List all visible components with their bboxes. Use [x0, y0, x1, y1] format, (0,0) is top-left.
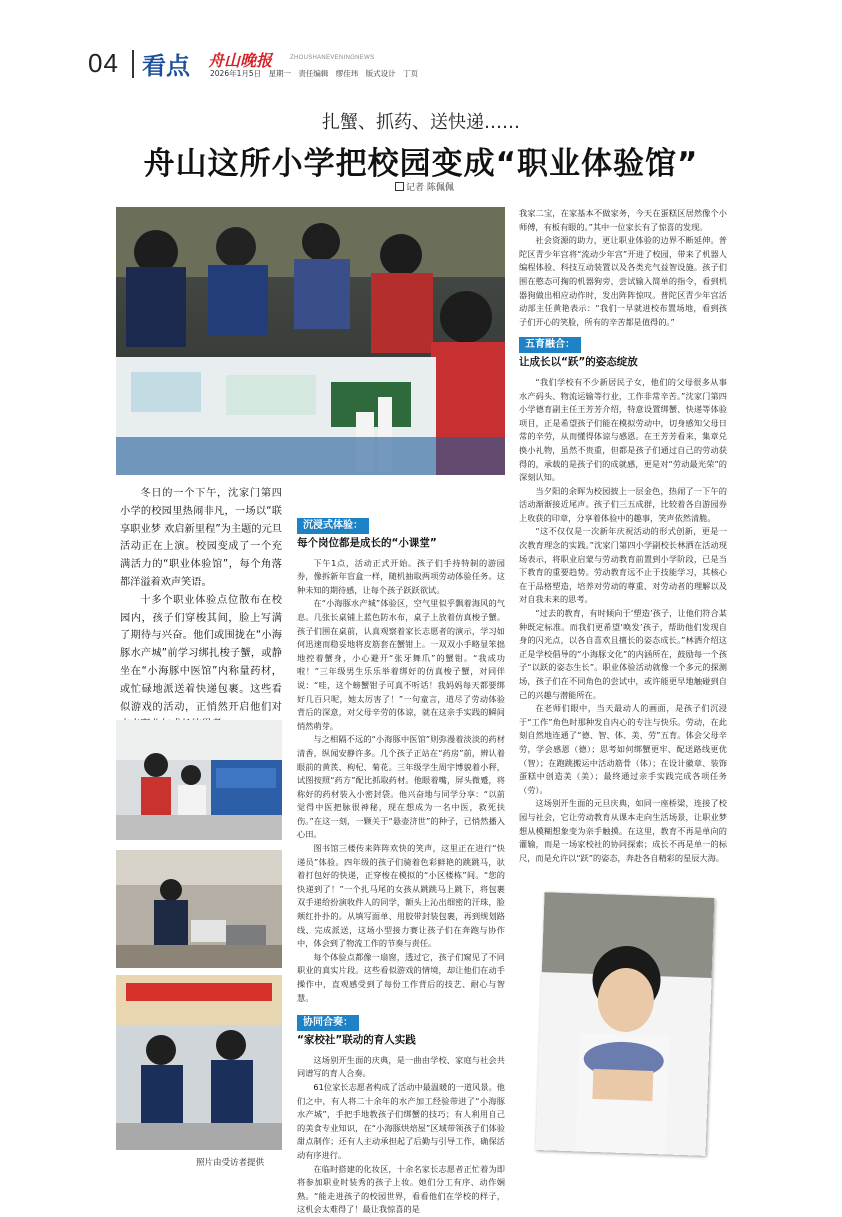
body-paragraph: 61位家长志愿者构成了活动中最温暖的一道风景。他们之中，有人将二十余年的水产加工经验带进了“小海豚水产城”，手把手地教孩子们绑蟹的技巧；有人利用自己的美食专业知识，在“小海豚烘焙屋”区域带领孩子们体验甜点制作；还有人主动承担起了后勤与引导工作，确保活动有序进行。 — [297, 1081, 505, 1160]
body-paragraph: “过去的教育，有时倾向于‘塑造’孩子，让他们符合某种既定标准。而我们更希望‘唤发’孩子，帮助他们发现自身的闪光点，以各自喜欢且擅长的姿态成长。”林洒介绍这正是学校倡导的“小海豚文化”的内涵所在，鼓励每一个孩子“以跃的姿态生长”。职业体验活动就像一个多元的探测场，孩子们在不同角色的尝试中，或许能更早地触碰到自己的兴趣与潜能所在。 — [519, 608, 727, 700]
body-paragraph: 社会资源的助力，更让职业体验的边界不断延伸。普陀区青少年宫将“流动少年宫”开进了校园，带来了机器人编程体验、科技互动装置以及各类充气益智设施。孩子们围在憨态可掬的机器狗旁，尝试输入简单的指令，看到机器狗做出相应动作时，发出阵阵惊叹。普陀区青少年宫活动部主任黄艳表示：“我们一早就进校布置场地，看到孩子们开心的笑脸，所有的辛苦都是值得的。” — [519, 235, 727, 327]
body-paragraph: 这场别开生面的元旦庆典，如同一座桥梁，连接了校园与社会，它让劳动教育从课本走向生活场景，让职业梦想从模糊想象变为亲手触摸。在这里，教育不再是单向的灌输，而是一场家校社的协同探索；成长不再是单一的标尺，而是允许以“跃”的姿态，奔赴各自精彩的星辰大海。 — [519, 798, 727, 863]
section-title: 看点 — [142, 51, 190, 80]
lead-paragraph: 十多个职业体验点位散布在校园内，孩子们穿梭其间，脸上写满了期待与兴奋。他们或围拢在“小海豚水产城”前学习绑扎梭子蟹，或静坐在“小海豚中医馆”内称量药材，或忙碌地派送着快递包裹。这些看似游戏的活动，正悄然开启他们对 — [120, 594, 282, 713]
section-subhead: “家校社”联动的育人实践 — [297, 1034, 416, 1047]
kicker: 扎蟹、抓药、送快递…… — [322, 112, 520, 133]
byline-text: 记者 陈佩佩 — [406, 183, 454, 193]
body-paragraph: 在临时搭建的化妆区，十余名家长志愿者正忙着为即将参加职业时装秀的孩子上妆。她们分工有序、动作娴熟。“能走进孩子的校园世界，看看他们在学校的样子，这机会太难得了！最让我惊喜的是 — [297, 1163, 505, 1215]
byline-box-icon — [395, 182, 404, 191]
main-photo — [116, 207, 505, 475]
section-subhead: 每个岗位都是成长的“小课堂” — [297, 537, 437, 549]
photo-boy-crab — [536, 892, 715, 1156]
body-paragraph: 当夕阳的余晖为校园披上一层金色，热闹了一下午的活动渐渐接近尾声。孩子们三五成群，比较着各自游园券上收获的印章，分享着体验中的趣事，笑声依然清脆。 — [519, 485, 727, 523]
section-tag: 沉浸式体验： — [297, 518, 369, 534]
body-paragraph: “我们学校有不少新居民子女，他们的父母很多从事水产码头、物流运输等行业，工作非常辛苦。”沈家门第四小学德育副主任王芳芳介绍，特意设置绑蟹、快递等体验项目，正是希望孩子们能在模拟劳动中，切身感知父母日常的辛劳，从而懂得体谅与感恩。在王芳芳看来，集章兑换小礼物，虽然不贵重，但都是孩子们通过自己的劳动获得的，承载的是孩子们的成就感，更是对“劳动最光荣”的深刻认知。 — [519, 376, 727, 483]
newspaper-name-en: ZHOUSHANEVENINGNEWS — [290, 55, 375, 61]
body-paragraph: 图书馆三楼传来阵阵欢快的笑声，这里正在进行“快递员”体验。四年级的孩子们骑着色彩鲜艳的跳跳马，驮着打包好的快递，正穿梭在模拟的“小区楼栋”间。“您的快递到了！”一个扎马尾的女孩从跳跳马上跳下，将包裹双手递给扮演收件人的同学，额头上沁出细密的汗珠，脸颊红扑扑的。从填写面单、用胶带封装包裹，再到规划路线、完成派送，这场小型接力赛让孩子们在奔跑与协作中，体会到了物流工作的节奏与责任。 — [297, 843, 505, 949]
body-paragraph: 与之相隔不远的“小海豚中医馆”则弥漫着淡淡的药材清香，纵闻安静许多。几个孩子正站在“药房”前，辨认着眼前的黄芪、枸杞、菊花。三年级学生周宇博貌着小秤，试图按照“药方”配比抓取药材。他眼着嘴，屏头微蹙，将称好的药材装入小密封袋。他兴奋地与同学分享：“以前觉得中医把脉很神秘，现在想成为一名中医，救死扶伤。”在这一刻，一颗关于“悬壶济世”的种子，已悄然播入心田。 — [297, 734, 505, 840]
body-paragraph: 这场别开生面的庆典，是一曲由学校、家庭与社会共同谱写的育人合奏。 — [297, 1054, 505, 1079]
body-paragraph: 每个体验点都像一扇窗，透过它，孩子们窥见了不同职业的真实片段。这些看似游戏的情境，却让他们在动手操作中，直观感受到了每份工作背后的技艺、耐心与智慧。 — [297, 951, 505, 1003]
newspaper-logo: 舟山晚报 — [208, 51, 273, 70]
body-paragraph: 下午1点，活动正式开始。孩子们手持特制的游园券，像拆新年盲盒一样，随机抽取两项劳动体验任务。这种未知的期待感，让每个孩子跃跃欲试。 — [297, 557, 505, 595]
body-paragraph: 在老师们眼中，当天最动人的画面，是孩子们沉浸于“工作”角色时那种发自内心的专注与快乐。劳动，在此刻自然地连通了“德、智、体、美、劳”五育。体会父母辛劳，学会感恩（德）；思考如何绑蟹更牢、配送路线更优（智）；在跑跳搬运中活动筋骨（体）；在设计徽章、装饰蛋糕中创造美（美）；最终通过亲手实践完成各项任务（劳）。 — [519, 703, 727, 795]
photo-volunteers — [116, 975, 282, 1150]
photo-credit: 照片由受访者提供 — [196, 1158, 265, 1168]
issue-meta: 2026年1月5日 星期一 责任编辑 缪佳玮 版式设计 丁页 — [210, 69, 419, 78]
column-middle — [297, 518, 505, 1217]
section-tag: 协同合奏： — [297, 1015, 359, 1031]
section-tag: 五育融合： — [519, 337, 581, 353]
header-divider — [132, 50, 134, 78]
lead-paragraph: 冬日的一个下午，沈家门第四小学的校园里热闹非凡，一场以“联享职业梦 欢启新里程”为主题的元旦活动正在上演。校园变成了一个充满活力的“职业体验馆”，每个角落都洋溢着欢声笑语。 — [120, 488, 282, 588]
photo-pharmacy — [116, 720, 282, 840]
body-paragraph: 在“小海豚水产城”体验区，空气里似乎飘着海风的气息。几张长桌铺上蓝色防水布，桌子上放着仿真梭子蟹。孩子们围在桌前，认真观察着家长志愿者的演示，学习如何迅速而稳妥地将皮筋套在蟹钳上。一双双小手略显笨拙地控着蟹身，小心避开“张牙舞爪”的蟹钳。“我成功啦！”三年级男生乐乐举着绑好的仿真梭子蟹，对同伴说：“哇，这个螃蟹钳子可真不听话！我妈妈每天都要绑好几百只呢，她太厉害了！”一句童言，道尽了劳动体验背后的深意，对父母辛劳的体谅，就在这亲手实践的瞬间悄然萌芽。 — [297, 598, 505, 731]
column-right — [519, 207, 727, 865]
lead-text — [120, 485, 282, 734]
byline — [395, 180, 454, 193]
page-number: 04 — [88, 48, 119, 78]
body-paragraph: “这不仅仅是一次新年庆祝活动的形式创新，更是一次教育理念的实践。”沈家门第四小学副校长林洒在活动现场表示，将职业启蒙与劳动教育前置到小学阶段，已是当下教育的重要趋势。劳动教育远不止于技能学习，其核心在于品格塑造，培养对劳动的尊重、对劳动者的理解以及对自我未来的思考。 — [519, 526, 727, 605]
body-paragraph: 我家二宝，在家基本不做家务，今天在蛋糕区居然像个小师傅，有板有眼的。”其中一位家长有了惊喜的发现。 — [519, 208, 727, 232]
section-subhead: 让成长以“跃”的姿态绽放 — [519, 356, 638, 369]
photo-robot-dog — [116, 850, 282, 968]
headline: 舟山这所小学把校园变成“职业体验馆” — [143, 146, 699, 182]
